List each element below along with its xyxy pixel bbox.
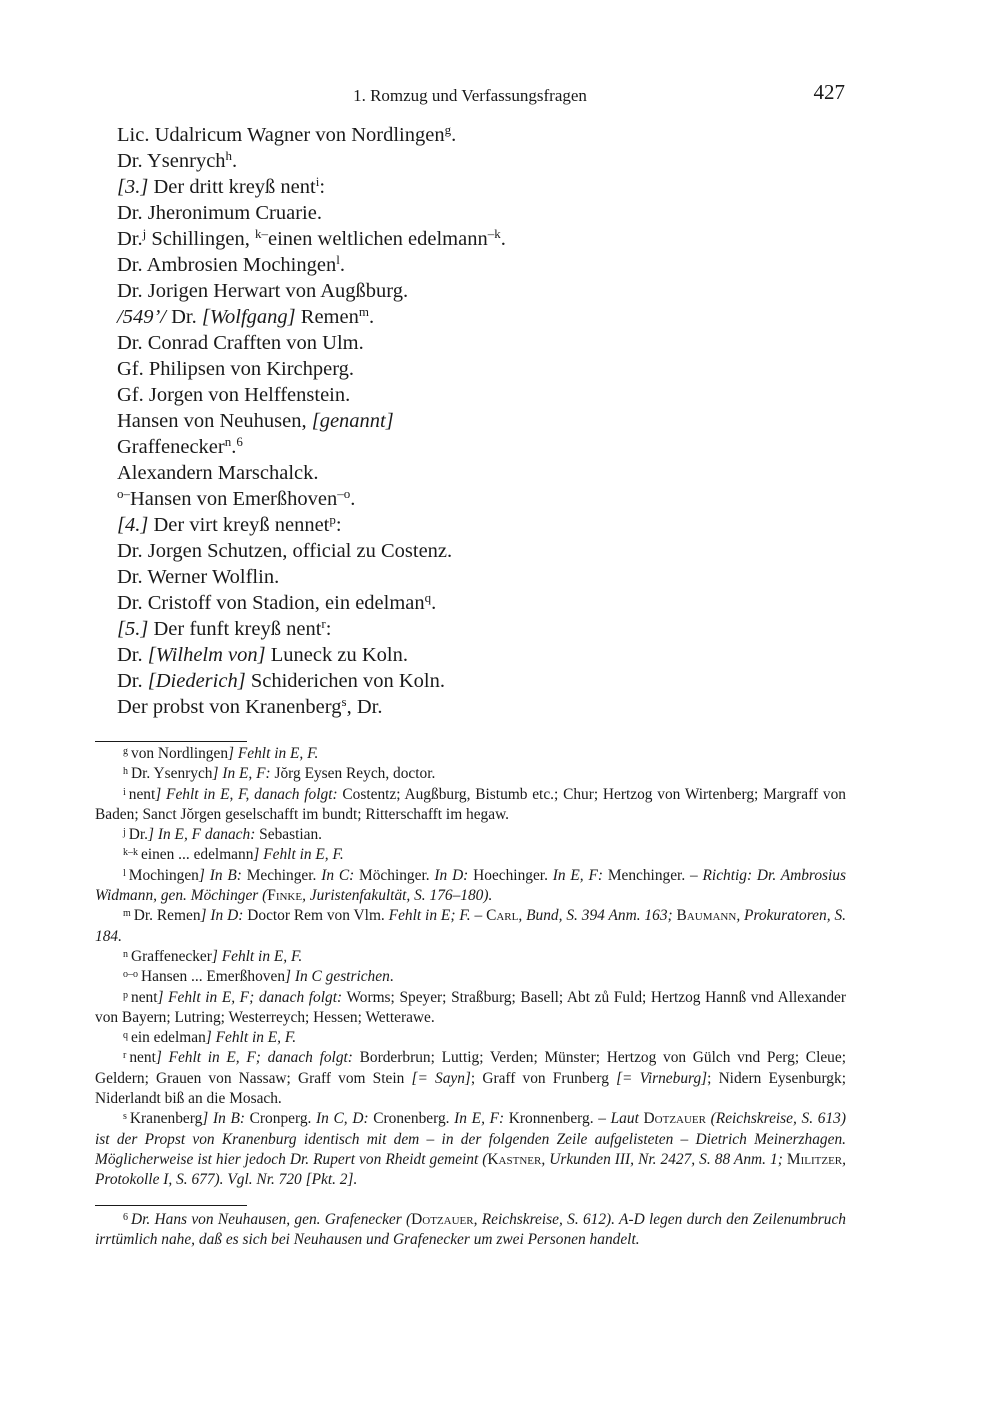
text-segment: Schiderichen von Koln. [245,670,445,692]
text-segment: Graffenecker [117,436,225,458]
text-segment: Dr. Werner Wolflin. [117,566,280,588]
apparatus-note [95,825,846,845]
text-segment: [5.] [117,618,149,640]
text-segment: Der probst von Kranenberg [117,696,342,718]
note-segment: ; Graff von Frunberg [470,1069,617,1087]
note-segment: Kastner [487,1150,542,1168]
text-line [117,356,847,382]
text-line [117,616,847,642]
note-marker: g [123,746,128,757]
note-segment: ] Fehlt in E, F; danach folgt: [157,988,343,1006]
note-segment: nent [129,1049,156,1067]
note-segment: einen ... edelmann [141,846,254,864]
text-segment: Dr. [165,306,202,328]
superscript: s [341,694,347,709]
text-segment: Gf. Philipsen von Kirchperg. [117,358,355,380]
note-segment: Kronnenberg. – [504,1110,611,1128]
apparatus-note [95,866,846,907]
note-marker: l [123,867,126,879]
text-segment: : [319,176,326,198]
note-segment: Dr. Hans von Neuhausen, gen. Grafenecker ( [131,1211,412,1228]
text-segment: Dr. [117,644,148,666]
critical-apparatus [95,744,846,1191]
text-segment: einen weltlichen edelmann [268,228,488,250]
text-segment: Der virt kreyß nennet [148,514,330,536]
page-number: 427 [813,80,845,104]
footnote [95,1210,846,1251]
note-segment: In E, F: [552,866,603,884]
text-segment: Dr. Ambrosien Mochingen [117,254,337,276]
text-segment: [4.] [117,514,149,536]
text-segment: [Diederich] [147,670,246,692]
running-head [95,80,845,110]
text-segment: Hansen von Neuhusen, [117,410,312,432]
text-line [117,278,847,304]
text-segment: . [350,488,356,510]
note-segment: In C: [321,866,355,884]
note-segment: , Protokolle I, S. 677). Vgl. Nr. 720 [Pkt. 2]. [95,1150,846,1189]
apparatus-note [95,1109,846,1190]
footnote-rule [95,1205,247,1206]
superscript: h [225,148,233,163]
note-segment: ] In B: [198,866,242,884]
note-marker: j [123,827,126,839]
note-segment: In C, D: [316,1110,369,1128]
text-segment: /549’/ [117,306,166,328]
text-line [117,330,847,356]
superscript: m [358,304,369,319]
note-segment: von Nordlingen [131,745,229,762]
text-line [117,512,847,538]
note-segment: ] Fehlt in E, F. [211,947,303,965]
note-segment: In E, F: [454,1110,505,1128]
note-segment: ; Nidern Eysenburgk; Niderlandt biß an die Mosach. [95,1069,846,1108]
text-segment: Hansen von Emerßhoven [130,488,338,510]
superscript: k– [255,226,269,241]
text-line [117,200,847,226]
note-segment: Menchinger. – [603,866,703,884]
note-segment: Dr. [128,826,149,844]
text-segment: Dr. Cristoff von Stadion, ein edelman [117,592,425,614]
note-marker: q [123,1030,128,1042]
note-segment: , Prokuratoren, S. 184. [95,907,846,945]
text-segment: Schillingen, [146,228,256,250]
note-marker: o–o [123,969,138,981]
note-segment: ] Fehlt in E, F. [253,846,344,864]
note-segment: Carl [486,907,519,925]
note-segment: Dotzauer [643,1110,706,1128]
apparatus-note [95,906,846,947]
note-segment: ] In E, F: [212,765,271,783]
text-segment: Dr. [117,228,143,250]
note-segment: . [389,968,394,986]
text-line [117,226,847,252]
note-segment: ] Fehlt in E, F, danach folgt: [155,785,338,803]
text-segment: Lic. Udalricum Wagner von Nordlingen [117,124,445,146]
apparatus-note [95,845,846,865]
note-marker: r [123,1050,127,1062]
text-line [117,642,847,668]
note-segment: ] In D: [200,907,244,925]
apparatus-note [95,1028,846,1048]
note-segment: nent [128,785,156,803]
note-marker: k–k [123,847,138,859]
apparatus-note [95,988,846,1029]
note-segment: Cronenberg. [368,1110,455,1128]
text-line [117,122,847,148]
note-marker: p [123,989,128,1001]
note-segment: ] Fehlt in E, F; danach folgt: [155,1049,353,1067]
running-title: 1. Romzug und Verfassungsfragen [353,86,587,105]
text-line [117,538,847,564]
text-segment: Gf. Jorgen von Helffenstein. [117,384,351,406]
note-segment: Kranenberg [129,1110,203,1128]
text-segment: Dr. Jorgen Schutzen, official zu Costenz. [117,540,453,562]
note-segment: Mochingen [128,866,199,884]
text-segment: Remen [295,306,359,328]
note-segment: Jŏrg Eysen Reych, doctor. [270,765,436,783]
note-segment: Costentz; Augßburg, Bistumb etc.; Chur; Hertzog von Wirtenberg; Margraff von Baden; Sanct Jŏrgen geselschafft im bundt; Ritterschafft im hegaw. [95,785,846,823]
note-segment: ] In C gestrichen [285,968,390,986]
note-marker: n [123,948,128,960]
text-line [117,252,847,278]
text-segment: . [339,254,345,276]
text-line [117,408,847,434]
apparatus-note [95,744,846,764]
note-segment: [= Virneburg] [616,1069,708,1087]
text-line [117,564,847,590]
text-line [117,590,847,616]
superscript: j [142,226,147,241]
text-segment: : [335,514,342,536]
note-segment: Sebastian. [255,826,323,844]
text-segment: , Dr. [346,696,383,718]
apparatus-note [95,785,846,826]
superscript: –o [337,486,351,501]
note-segment: Graffenecker [131,947,212,965]
text-segment: Dr. Jorigen Herwart von Augßburg. [117,280,409,302]
apparatus-rule [95,741,247,742]
note-segment: [= Sayn] [411,1069,471,1087]
note-segment: Baumann [676,907,737,925]
text-line [117,148,847,174]
text-line [117,486,847,512]
note-segment: ] Fehlt in E, F. [228,745,319,762]
note-segment: Doctor Rem von Vlm. [243,907,389,925]
text-line [117,434,847,460]
text-segment: . [451,124,457,146]
text-segment: . [368,306,375,328]
text-segment: . [431,592,437,614]
text-line [117,174,847,200]
note-segment: nent [131,988,158,1006]
note-marker: s [123,1111,127,1123]
note-marker: m [123,908,131,920]
text-segment: [3.] [117,176,149,198]
superscript: 6 [236,434,243,449]
note-segment: ] Fehlt in E, F. [205,1029,297,1047]
note-segment: , Bund, S. 394 Anm. 163; [518,907,677,925]
note-segment: , Juristenfakultät, S. 176–180). [302,887,493,905]
text-segment: : [325,618,332,640]
superscript: –k [487,226,501,241]
text-segment: Dr. Ysenrych [117,150,226,172]
note-segment: ] In E, F danach: [148,826,256,844]
main-text [117,122,847,720]
text-line [117,304,847,330]
text-segment: Der dritt kreyß nent [148,176,316,198]
text-line [117,460,847,486]
text-line [117,382,847,408]
text-segment: [Wolfgang] [201,306,296,328]
superscript: r [321,616,326,631]
apparatus-note [95,967,846,987]
note-segment: Richtig: Dr. Ambrosius Widmann, gen. Möchinger ( [95,866,846,905]
note-marker: i [123,786,126,798]
apparatus-note [95,947,846,967]
text-segment: Dr. Jheronimum Cruarie. [117,202,322,224]
note-segment: Borderbrun; Luttig; Verden; Münster; Hertzog von Gülch vnd Perg; Cleue; Geldern; Grauen von Nassaw; Graff vom Stein [95,1049,846,1087]
note-segment: Mechinger. [241,866,322,884]
note-segment: Worms; Speyer; Straßburg; Basell; Abt zů Fuld; Hertzog Hannß vnd Allexander von Bayern; Lutring; Westerreych; Hessen; Wetterawe. [95,988,846,1026]
note-segment: Fehlt in E; F. – [388,907,487,925]
note-segment: Militzer [786,1150,843,1168]
text-segment: Dr. Conrad Crafften von Ulm. [117,332,364,354]
note-segment: , Reichskreise, S. 612). A-D legen durch den Zeilenumbruch irrtümlich nahe, daß es sich bei Neuhausen und Grafenecker um zwei Personen handelt. [95,1211,846,1249]
text-segment: . [232,150,238,172]
text-segment: Alexandern Marschalck. [117,462,319,484]
superscript: l [336,252,340,267]
apparatus-note [95,764,846,784]
note-marker: 6 [123,1212,128,1223]
superscript: q [424,590,432,605]
note-segment: (Reichskreise, S. 613) ist der Propst von Kranenburg identisch mit dem – in der folgenden Zeile aufgelisteten – Dietrich Meinerzhagen. Möglicherweise ist hier jedoch Dr. Rupert von Rheidt gemeint ( [95,1110,846,1168]
note-segment: In D: [434,866,469,884]
note-marker: h [123,766,128,778]
note-segment: Möchinger. [354,866,435,884]
note-segment: Finke [267,887,303,905]
note-segment: Dotzauer [411,1211,474,1228]
note-segment: Dr. Remen [133,907,201,925]
superscript: g [444,122,452,137]
text-segment: . [231,436,237,458]
superscript: p [329,512,336,527]
superscript: n [224,434,232,449]
note-segment: ein edelman [131,1029,206,1047]
note-segment: , Urkunden III, Nr. 2427, S. 88 Anm. 1; [541,1150,787,1168]
note-segment: Laut [610,1110,639,1128]
text-line [117,668,847,694]
superscript: o– [117,486,130,501]
text-line [117,694,847,720]
footnotes [95,1210,846,1251]
note-segment: ] In B: [202,1110,245,1128]
apparatus-note [95,1048,846,1109]
note-segment: Dr. Ysenrych [131,765,213,783]
text-segment: Der funft kreyß nent [148,618,322,640]
text-segment: Dr. [117,670,148,692]
superscript: i [315,174,320,189]
note-segment: Cronperg. [244,1110,317,1128]
text-segment: . [500,228,506,250]
text-segment: [Wilhelm von] [147,644,266,666]
note-segment: Hoechinger. [468,866,553,884]
note-segment: Hansen ... Emerßhoven [141,968,286,986]
text-segment: Luneck zu Koln. [265,644,408,666]
text-segment: [genannt] [311,410,394,432]
